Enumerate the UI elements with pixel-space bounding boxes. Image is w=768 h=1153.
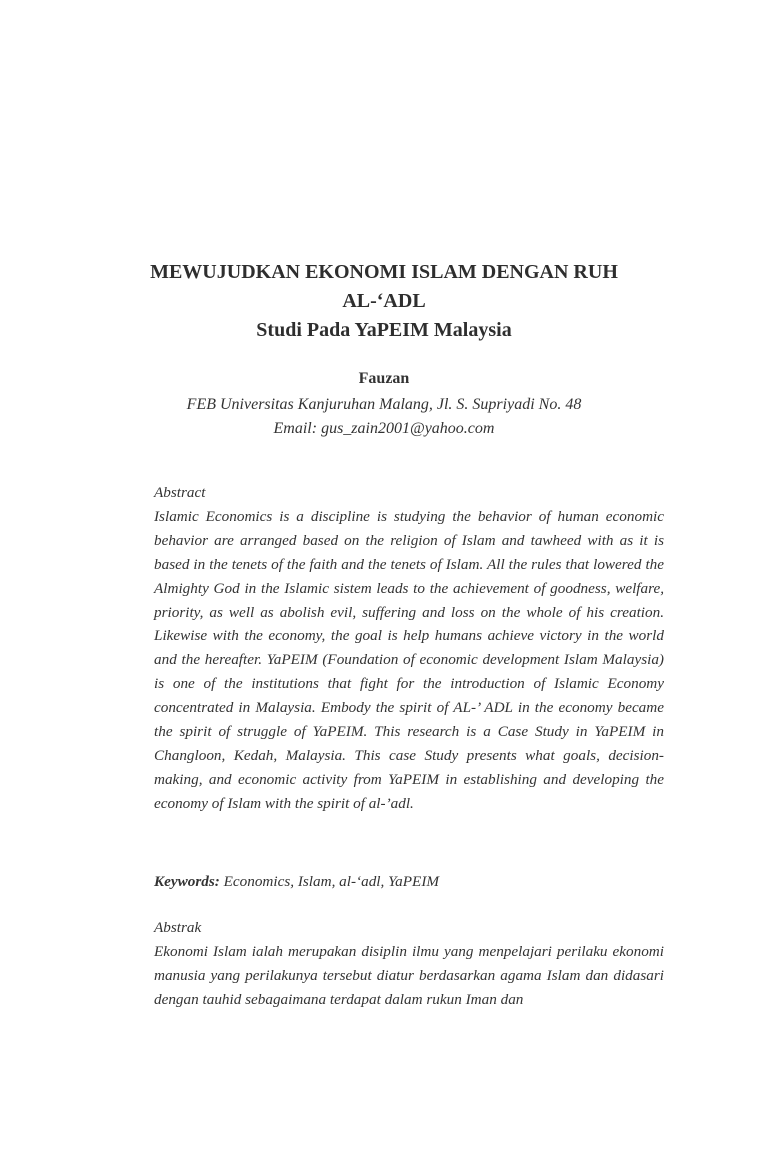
abstract-heading: Abstract <box>154 484 206 501</box>
abstract-indonesian <box>154 916 664 1012</box>
paper-subtitle: Studi Pada YaPEIM Malaysia <box>256 319 512 341</box>
abstract-body: Islamic Economics is a discipline is studying the behavior of human economic behavior are arranged based on the religion of Islam and tawheed with as it is based in the tenets of the faith and the tenets of Islam. All the rules that lowered the Almighty God in the Islamic sistem leads to the achievement of goodness, welfare, priority, as well as abolish evil, suffering and loss on the whole of his creation. Likewise with the economy, the goal is help humans achieve victory in the world and the hereafter. YaPEIM (Foundation of economic development Islam Malaysia) is one of the institutions that fight for the introduction of Islamic Economy concentrated in Malaysia. Embody the spirit of AL-’ ADL in the economy became the spirit of struggle of YaPEIM. This research is a Case Study in YaPEIM in Changloon, Kedah, Malaysia. This case Study presents what goals, decision-making, and economic activity from YaPEIM in establishing and developing the economy of Islam with the spirit of al-’adl. <box>154 507 664 812</box>
author-email: Email: gus_zain2001@yahoo.com <box>273 420 495 437</box>
keywords <box>154 870 664 894</box>
paper-title <box>80 258 688 345</box>
abstrak-heading: Abstrak <box>154 919 202 936</box>
author-affiliation-block <box>80 393 688 441</box>
abstract-english <box>154 481 664 816</box>
title-line-2: AL-‘ADL <box>342 290 426 312</box>
keywords-label: Keywords: <box>154 873 220 890</box>
author-affiliation: FEB Universitas Kanjuruhan Malang, Jl. S. Supriyadi No. 48 <box>186 396 582 413</box>
keywords-value: Economics, Islam, al-‘adl, YaPEIM <box>219 873 440 890</box>
author-name: Fauzan <box>358 370 410 387</box>
abstrak-body: Ekonomi Islam ialah merupakan disiplin ilmu yang menpelajari perilaku ekonomi manusia yang perilakunya tersebut diatur berdasarkan agama Islam dan didasari dengan tauhid sebagaimana terdapat dalam rukun Iman dan <box>154 942 664 1008</box>
title-line-1: MEWUJUDKAN EKONOMI ISLAM DENGAN RUH <box>150 261 618 283</box>
